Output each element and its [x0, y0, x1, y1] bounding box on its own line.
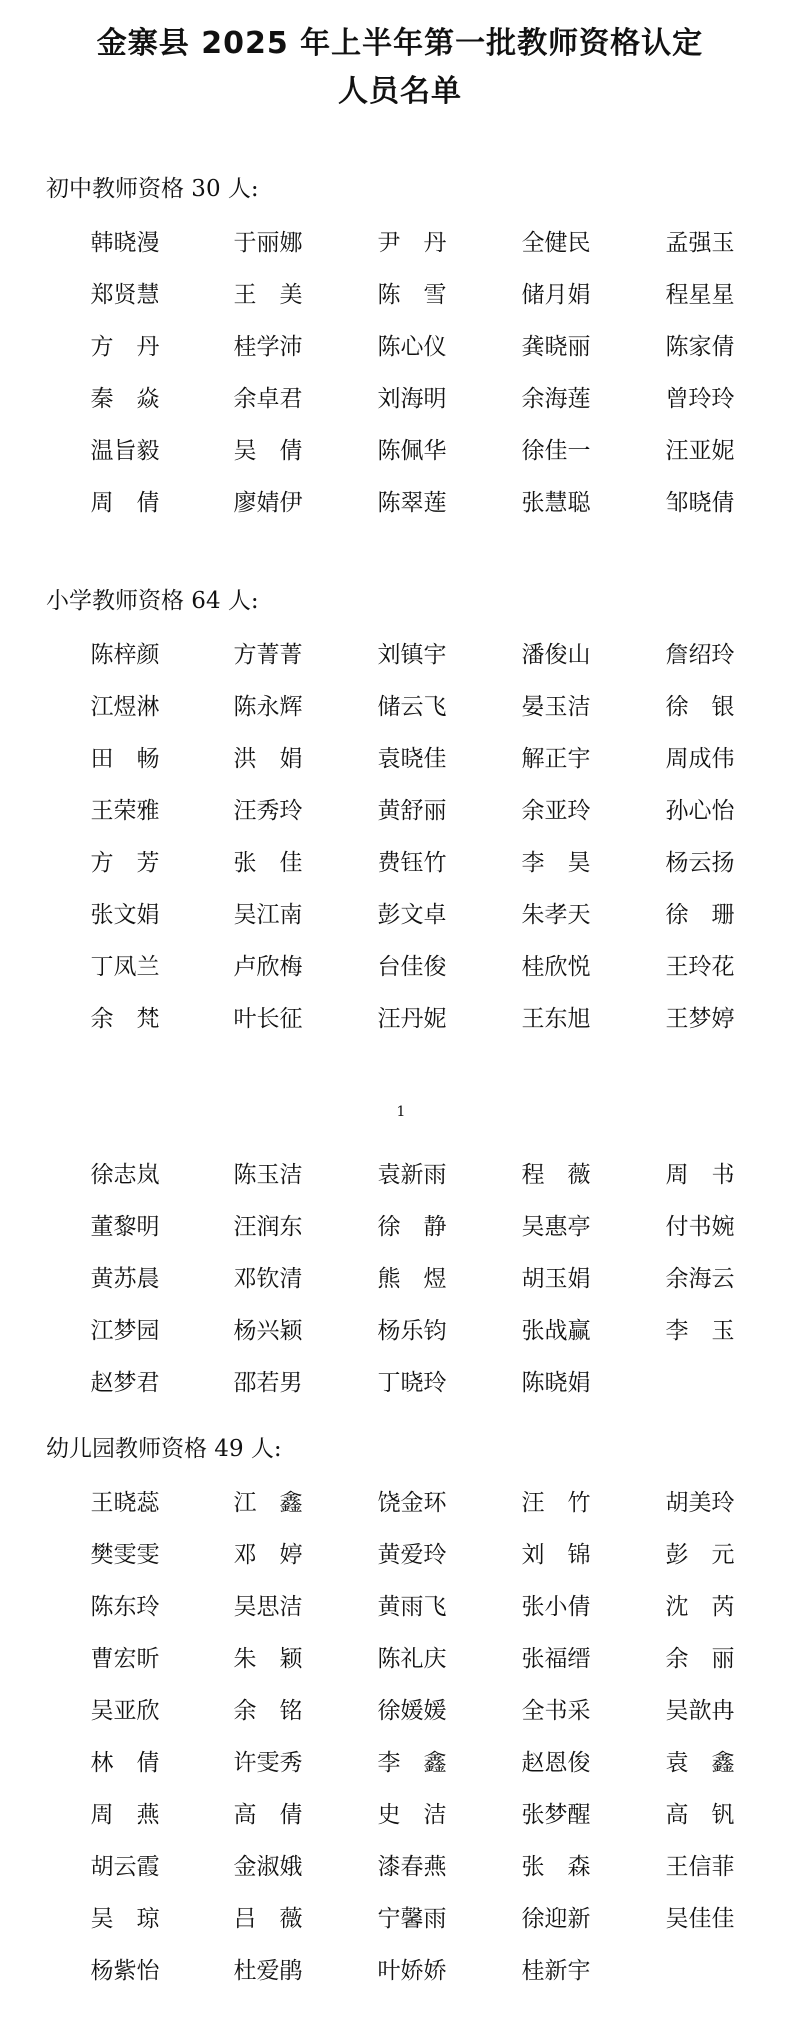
person-name: 汪 竹	[521, 1490, 591, 1516]
person-name: 彭文卓	[377, 902, 447, 928]
person-name: 江梦园	[90, 1318, 160, 1344]
person-name: 吴 倩	[233, 438, 303, 464]
person-name: 徐志岚	[90, 1162, 160, 1188]
person-name: 陈礼庆	[377, 1646, 447, 1672]
person-name: 吴 琼	[90, 1906, 160, 1932]
person-name: 储云飞	[377, 694, 447, 720]
person-name: 杨紫怡	[90, 1958, 160, 1984]
person-name: 尹 丹	[377, 230, 447, 256]
person-name: 赵恩俊	[521, 1750, 591, 1776]
person-name: 全书采	[521, 1698, 591, 1724]
person-name: 台佳俊	[377, 954, 447, 980]
person-name: 杨乐钧	[377, 1318, 447, 1344]
person-name: 黄雨飞	[377, 1594, 447, 1620]
person-name: 张福缙	[521, 1646, 591, 1672]
person-name: 董黎明	[90, 1214, 160, 1240]
person-name: 沈 芮	[665, 1594, 735, 1620]
person-name: 邓钦清	[233, 1266, 303, 1292]
person-name: 樊雯雯	[90, 1542, 160, 1568]
person-name: 徐 银	[665, 694, 735, 720]
person-name: 朱 颖	[233, 1646, 303, 1672]
person-name: 杜爱鹃	[233, 1958, 303, 1984]
person-name: 彭 元	[665, 1542, 735, 1568]
person-name: 叶娇娇	[377, 1958, 447, 1984]
person-name: 林 倩	[90, 1750, 160, 1776]
person-name: 邵若男	[233, 1370, 303, 1396]
person-name: 方 芳	[90, 850, 160, 876]
person-name: 袁晓佳	[377, 746, 447, 772]
person-name: 桂新宇	[521, 1958, 591, 1984]
person-name: 陈心仪	[377, 334, 447, 360]
person-name: 陈家倩	[665, 334, 735, 360]
person-name: 胡美玲	[665, 1490, 735, 1516]
person-name: 余 梵	[90, 1006, 160, 1032]
person-name: 李 昊	[521, 850, 591, 876]
person-name: 金淑娥	[233, 1854, 303, 1880]
person-name: 储月娟	[521, 282, 591, 308]
section-heading: 初中教师资格 30 人:	[46, 176, 259, 202]
person-name: 龚晓丽	[521, 334, 591, 360]
person-name: 晏玉洁	[521, 694, 591, 720]
person-name: 程星星	[665, 282, 735, 308]
person-name: 史 洁	[377, 1802, 447, 1828]
person-name: 吴江南	[233, 902, 303, 928]
person-name: 桂学沛	[233, 334, 303, 360]
person-name: 王荣雅	[90, 798, 160, 824]
person-name: 王玲花	[665, 954, 735, 980]
person-name: 程 薇	[521, 1162, 591, 1188]
person-name: 邓 婷	[233, 1542, 303, 1568]
person-name: 袁 鑫	[665, 1750, 735, 1776]
person-name: 张 森	[521, 1854, 591, 1880]
person-name: 汪秀玲	[233, 798, 303, 824]
person-name: 张文娟	[90, 902, 160, 928]
person-name: 陈梓颜	[90, 642, 160, 668]
person-name: 周 倩	[90, 490, 160, 516]
person-name: 黄舒丽	[377, 798, 447, 824]
person-name: 袁新雨	[377, 1162, 447, 1188]
person-name: 陈东玲	[90, 1594, 160, 1620]
person-name: 孙心怡	[665, 798, 735, 824]
person-name: 陈 雪	[377, 282, 447, 308]
person-name: 孟强玉	[665, 230, 735, 256]
person-name: 陈佩华	[377, 438, 447, 464]
person-name: 温旨毅	[90, 438, 160, 464]
person-name: 汪润东	[233, 1214, 303, 1240]
person-name: 朱孝天	[521, 902, 591, 928]
person-name: 全健民	[521, 230, 591, 256]
person-name: 余海云	[665, 1266, 735, 1292]
person-name: 许雯秀	[233, 1750, 303, 1776]
person-name: 徐迎新	[521, 1906, 591, 1932]
person-name: 陈翠莲	[377, 490, 447, 516]
person-name: 吴歆冉	[665, 1698, 735, 1724]
person-name: 张梦醒	[521, 1802, 591, 1828]
person-name: 方 丹	[90, 334, 160, 360]
person-name: 卢欣梅	[233, 954, 303, 980]
person-name: 廖婧伊	[233, 490, 303, 516]
person-name: 黄爱玲	[377, 1542, 447, 1568]
person-name: 江煜淋	[90, 694, 160, 720]
person-name: 邹晓倩	[665, 490, 735, 516]
person-name: 韩晓漫	[90, 230, 160, 256]
person-name: 丁晓玲	[377, 1370, 447, 1396]
person-name: 余 丽	[665, 1646, 735, 1672]
person-name: 杨云扬	[665, 850, 735, 876]
person-name: 郑贤慧	[90, 282, 160, 308]
person-name: 徐媛媛	[377, 1698, 447, 1724]
person-name: 熊 煜	[377, 1266, 447, 1292]
person-name: 宁馨雨	[377, 1906, 447, 1932]
person-name: 张小倩	[521, 1594, 591, 1620]
person-name: 余亚玲	[521, 798, 591, 824]
person-name: 周成伟	[665, 746, 735, 772]
person-name: 李 玉	[665, 1318, 735, 1344]
person-name: 丁凤兰	[90, 954, 160, 980]
person-name: 徐佳一	[521, 438, 591, 464]
person-name: 周 书	[665, 1162, 735, 1188]
person-name: 于丽娜	[233, 230, 303, 256]
person-name: 漆春燕	[377, 1854, 447, 1880]
person-name: 吴佳佳	[665, 1906, 735, 1932]
person-name: 吴惠亭	[521, 1214, 591, 1240]
person-name: 杨兴颖	[233, 1318, 303, 1344]
person-name: 张慧聪	[521, 490, 591, 516]
person-name: 饶金环	[377, 1490, 447, 1516]
person-name: 刘 锦	[521, 1542, 591, 1568]
person-name: 王信菲	[665, 1854, 735, 1880]
person-name: 田 畅	[90, 746, 160, 772]
person-name: 秦 焱	[90, 386, 160, 412]
person-name: 余海莲	[521, 386, 591, 412]
person-name: 周 燕	[90, 1802, 160, 1828]
person-name: 胡玉娟	[521, 1266, 591, 1292]
person-name: 黄苏晨	[90, 1266, 160, 1292]
person-name: 吴亚欣	[90, 1698, 160, 1724]
person-name: 解正宇	[521, 746, 591, 772]
person-name: 桂欣悦	[521, 954, 591, 980]
person-name: 吴思洁	[233, 1594, 303, 1620]
person-name: 刘海明	[377, 386, 447, 412]
page-number: 1	[396, 1104, 406, 1120]
person-name: 叶长征	[233, 1006, 303, 1032]
person-name: 洪 娟	[233, 746, 303, 772]
person-name: 费钰竹	[377, 850, 447, 876]
person-name: 王梦婷	[665, 1006, 735, 1032]
person-name: 余卓君	[233, 386, 303, 412]
person-name: 陈晓娟	[521, 1370, 591, 1396]
document-title-line1: 金寨县 2025 年上半年第一批教师资格认定	[96, 26, 704, 61]
person-name: 陈永辉	[233, 694, 303, 720]
person-name: 曾玲玲	[665, 386, 735, 412]
person-name: 王晓蕊	[90, 1490, 160, 1516]
person-name: 方菁菁	[233, 642, 303, 668]
person-name: 张战赢	[521, 1318, 591, 1344]
section-heading: 小学教师资格 64 人:	[46, 588, 259, 614]
person-name: 余 铭	[233, 1698, 303, 1724]
person-name: 刘镇宇	[377, 642, 447, 668]
person-name: 吕 薇	[233, 1906, 303, 1932]
document-title-line2: 人员名单	[338, 74, 462, 109]
person-name: 高 钒	[665, 1802, 735, 1828]
person-name: 徐 珊	[665, 902, 735, 928]
person-name: 付书婉	[665, 1214, 735, 1240]
person-name: 江 鑫	[233, 1490, 303, 1516]
person-name: 张 佳	[233, 850, 303, 876]
person-name: 徐 静	[377, 1214, 447, 1240]
person-name: 陈玉洁	[233, 1162, 303, 1188]
person-name: 王 美	[233, 282, 303, 308]
section-heading: 幼儿园教师资格 49 人:	[46, 1436, 282, 1462]
person-name: 王东旭	[521, 1006, 591, 1032]
person-name: 詹绍玲	[665, 642, 735, 668]
person-name: 汪亚妮	[665, 438, 735, 464]
person-name: 汪丹妮	[377, 1006, 447, 1032]
person-name: 胡云霞	[90, 1854, 160, 1880]
person-name: 潘俊山	[521, 642, 591, 668]
person-name: 高 倩	[233, 1802, 303, 1828]
person-name: 曹宏昕	[90, 1646, 160, 1672]
person-name: 赵梦君	[90, 1370, 160, 1396]
person-name: 李 鑫	[377, 1750, 447, 1776]
